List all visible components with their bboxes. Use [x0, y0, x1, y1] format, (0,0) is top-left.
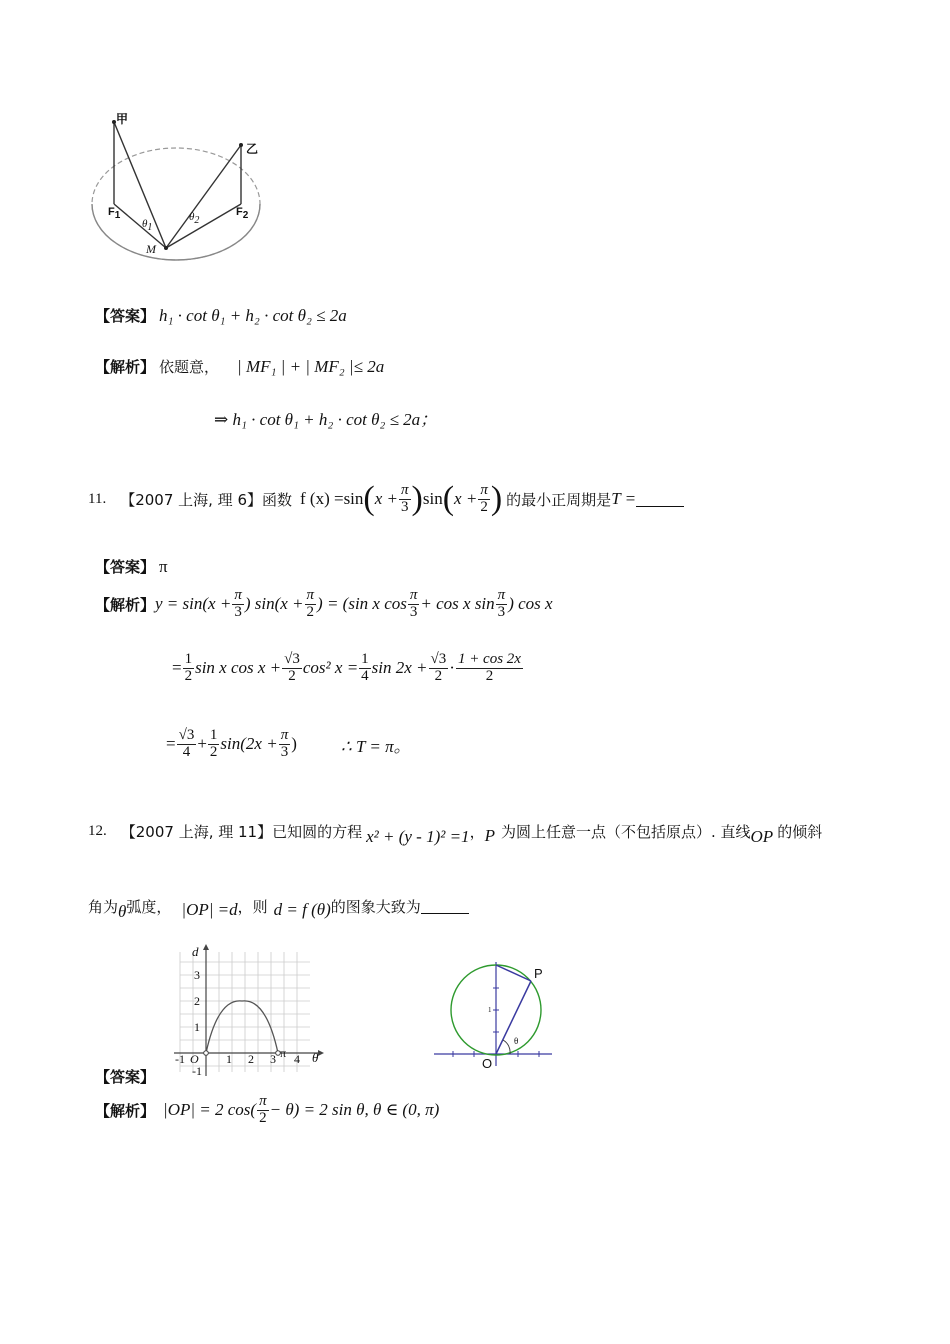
answer-graph	[170, 942, 340, 1082]
p10-analysis-math: | MF₁ | + | MF₂ |≤ 2a	[237, 357, 385, 376]
x-tick-1: 1	[226, 1052, 232, 1066]
p12-abs-op: |OP| =d	[181, 900, 238, 919]
y-tick-1: 1	[194, 1020, 200, 1034]
circle-figure	[432, 958, 556, 1074]
analysis-label: 【解析】	[95, 358, 156, 376]
p12-text6: 的图象大致为	[330, 897, 421, 916]
p11-question	[88, 474, 684, 524]
x-tick-origin: O	[190, 1052, 199, 1066]
answer-label: 【答案】	[95, 1068, 156, 1086]
label-theta2: $\theta_2$	[189, 211, 200, 227]
paren-right-2: )	[490, 480, 503, 517]
answer-blank[interactable]	[636, 492, 684, 507]
ellipse-figure	[86, 108, 276, 266]
line2-b: sin x cos x +	[195, 658, 282, 677]
analysis-label: 【解析】	[95, 1101, 156, 1120]
p12-text4: 弧度，	[126, 897, 172, 916]
label-o: O	[482, 1056, 493, 1071]
p12-theta: θ	[118, 902, 127, 921]
line3-d: )	[291, 734, 297, 753]
label-m: M	[146, 242, 156, 256]
answer-label: 【答案】	[95, 558, 156, 576]
frac-1-2-a: $\frac{1}{2}$	[184, 650, 193, 684]
p12-analysis-row	[95, 1094, 439, 1127]
frac-pi-2-analysis: $\frac{\pi}{2}$	[259, 1093, 267, 1126]
p12-text1: 为圆上任意一点（不包括原点）. 直线	[500, 822, 751, 841]
label-theta1: $\theta_1$	[142, 218, 153, 234]
frac-sqrt3-2-b: $\frac{√3}{2}$	[430, 650, 447, 684]
p12-question-line1	[88, 815, 822, 847]
line3-c: sin(2x +	[220, 734, 278, 753]
p11-analysis-line3	[166, 720, 411, 768]
p11-analysis-line1	[95, 582, 553, 626]
paren-right-1: )	[411, 480, 423, 517]
p11-func-prefix: f (x) =sin	[300, 489, 364, 508]
p12-comma: ，	[469, 822, 485, 841]
frac-sqrt3-2-a: $\frac{√3}{2}$	[284, 650, 300, 684]
p10-answer-row	[95, 305, 347, 326]
line3-eq: =	[166, 734, 176, 753]
answer-label: 【答案】	[95, 307, 156, 325]
frac-pi-2-a: $\frac{\pi}{2}$	[306, 586, 315, 620]
y-tick-3: 3	[194, 968, 200, 982]
frac-pi-3-a: $\frac{\pi}{3}$	[234, 586, 242, 620]
line-f1-m	[114, 204, 166, 248]
p10-answer-math: h₁ · cot θ₁ + h₂ · cot θ₂ ≤ 2a	[159, 306, 347, 325]
p10-analysis-text: 依题意，	[159, 358, 220, 376]
line-f2-m	[166, 204, 241, 248]
open-point-origin	[204, 1051, 209, 1056]
p12-answer-row	[95, 1066, 155, 1087]
p12-op: OP	[750, 827, 774, 846]
graph-ylabel: d	[192, 944, 199, 959]
line2-eq: =	[172, 658, 182, 677]
label-f2: $F_2$	[236, 206, 249, 222]
p10-analysis-row	[95, 356, 384, 377]
graph-xlabel: θ	[312, 1050, 319, 1065]
label-yi: 乙	[246, 142, 259, 156]
line1-b: ) sin(x +	[244, 594, 304, 613]
angle-arc	[503, 1040, 510, 1054]
p12-p-var: P	[484, 826, 495, 845]
p12-eq: x² + (y - 1)² =1	[366, 827, 470, 846]
label-p: P	[534, 966, 543, 981]
point-m	[164, 246, 168, 250]
line-yi-m	[166, 145, 241, 248]
line1-d: + cos x sin	[420, 594, 495, 613]
y-axis-arrow	[203, 944, 209, 950]
frac-pi-2: $\frac{\pi}{2}$	[480, 481, 488, 515]
line3-conclusion: ∴ T = π。	[340, 736, 411, 756]
p12-func: d = f (θ)	[273, 900, 331, 919]
frac-pi-3-b: $\frac{\pi}{3}$	[409, 586, 418, 620]
x-axis-arrow	[318, 1050, 324, 1056]
line1-e: ) cos x	[508, 594, 553, 613]
p12-text2: 的倾斜	[777, 822, 823, 841]
line-top-p	[496, 965, 531, 981]
p11-x-plus-1: x +	[374, 489, 399, 508]
p11-x-plus-2: x +	[454, 489, 478, 508]
p12-number: 12.	[88, 822, 107, 839]
line3-plus: +	[197, 734, 207, 753]
frac-1-4: $\frac{1}{4}$	[361, 650, 369, 684]
analysis-label: 【解析】	[95, 595, 156, 614]
p12-source: 【2007 上海, 理 11】已知圆的方程	[120, 822, 363, 841]
frac-1-2-b: $\frac{1}{2}$	[209, 726, 218, 760]
paren-left-2: (	[442, 480, 455, 517]
label-f1: $F_1$	[108, 206, 121, 222]
x-tick-4: 4	[294, 1052, 300, 1066]
frac-pi-3-d: $\frac{\pi}{3}$	[280, 726, 289, 760]
frac-pi-3: $\frac{\pi}{3}$	[401, 481, 409, 515]
ellipse-figure-svg	[86, 108, 276, 266]
y-tick-neg1: -1	[192, 1064, 202, 1078]
p11-sin: sin	[422, 489, 443, 508]
p11-analysis-line2	[172, 644, 524, 692]
label-theta: θ	[514, 1036, 519, 1046]
x-tick-pi: π	[280, 1046, 287, 1060]
p12-text3: 角为	[88, 897, 119, 916]
answer-blank[interactable]	[421, 899, 469, 914]
frac-1cos2x-2: $\frac{1 + \cos 2x}{2}$	[457, 650, 521, 684]
p11-t-var: T =	[611, 489, 637, 508]
p12-text5: ，则	[237, 897, 268, 916]
line1-a: y = sin(x +	[155, 594, 232, 613]
x-tick-2: 2	[248, 1052, 254, 1066]
label-one: 1	[488, 1006, 492, 1014]
y-tick-2: 2	[194, 994, 200, 1008]
frac-sqrt3-4: $\frac{√3}{4}$	[178, 726, 195, 760]
p11-answer-value: π	[159, 557, 168, 576]
x-tick-3: 3	[270, 1052, 276, 1066]
p10-analysis-line2: ⇒ h₁ · cot θ₁ + h₂ · cot θ₂ ≤ 2a；	[214, 410, 438, 429]
line1-c: ) = (sin x cos	[317, 594, 407, 613]
p11-source: 【2007 上海, 理 6】函数	[120, 490, 292, 509]
point-yi	[239, 143, 243, 147]
p12-question-line2	[88, 890, 469, 922]
line-jia-m	[114, 122, 166, 248]
x-tick-neg1: -1	[175, 1052, 185, 1066]
p12-analysis-rest: − θ) = 2 sin θ, θ ∈ (0, π)	[269, 1100, 440, 1120]
line2-c: cos² x =	[302, 658, 359, 677]
p11-number: 11.	[88, 490, 107, 507]
label-jia: 甲	[116, 112, 129, 126]
frac-pi-3-c: $\frac{\pi}{3}$	[497, 586, 506, 620]
p11-answer-row	[95, 556, 168, 577]
line2-d: sin 2x +	[371, 658, 428, 677]
p12-analysis-math: |OP| = 2 cos(	[163, 1100, 257, 1120]
p11-question-text: 的最小正周期是	[506, 490, 612, 509]
line2-dot: ·	[449, 658, 455, 677]
paren-left-1: (	[363, 480, 375, 517]
